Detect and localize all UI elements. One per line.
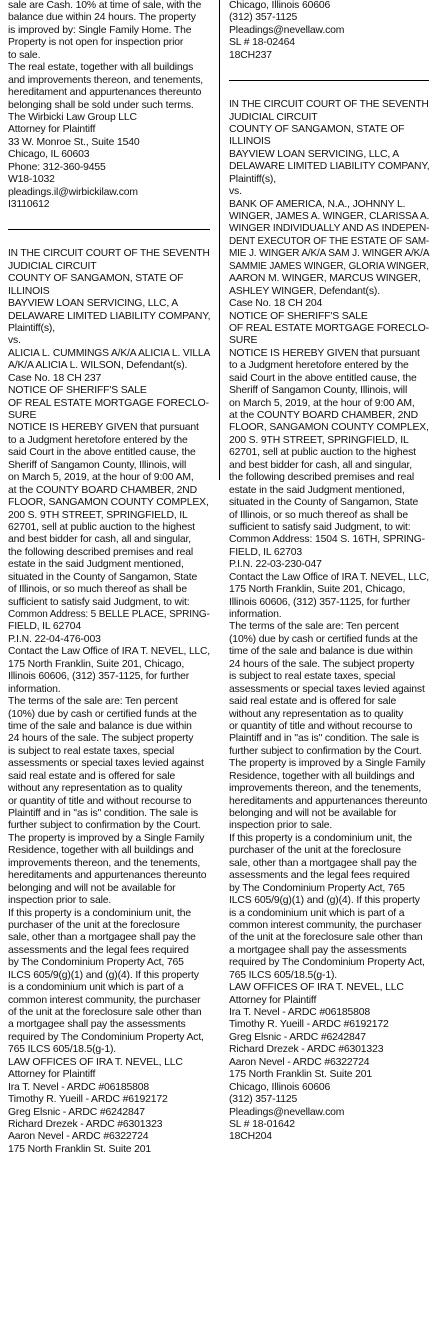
notice-text-line: (312) 357-1125 bbox=[229, 12, 298, 24]
notice-text-line: belonging and will not be available for bbox=[229, 808, 397, 819]
notice-text-line: Ira T. Nevel - ARDC #06185808 bbox=[8, 1081, 150, 1093]
notice-text-line: 18CH204 bbox=[229, 1131, 272, 1143]
notice-text-line: The terms of the sale are: Ten percent bbox=[8, 696, 178, 708]
notice-text-line: situated in the County of Sangamon, State bbox=[8, 571, 198, 583]
notice-text-line: 175 North Franklin St. Suite 201 bbox=[8, 1143, 152, 1155]
notice-text-line: LAW OFFICES OF IRA T. NEVEL, LLC bbox=[8, 1056, 183, 1068]
notice-text-line: FLOOR, SANGAMON COUNTY COMPLEX, bbox=[8, 497, 209, 509]
notice-text-line: to a Judgment heretofore entered by the bbox=[229, 360, 409, 372]
notice-text-line: assessments or special taxes levied against bbox=[229, 683, 425, 695]
notice-text-line: FLOOR, SANGAMON COUNTY COMPLEX, bbox=[229, 422, 429, 434]
notice-text-line: purchaser of the unit at the foreclosure bbox=[229, 845, 401, 857]
column-divider bbox=[219, 0, 220, 480]
notice-text-line: Case No. 18 CH 237 bbox=[8, 372, 102, 384]
notice-text-line: Contact the Law Office of IRA T. NEVEL, LLC, bbox=[8, 646, 210, 658]
notice-text-line: Illinois 60606, (312) 357-1125, for further bbox=[229, 596, 411, 608]
notice-text-line: a mortgagee shall pay the assessments bbox=[8, 1019, 186, 1031]
notice-text-line: is subject to real estate taxes, special bbox=[8, 745, 175, 757]
notice-text-line: BANK OF AMERICA, N.A., JOHNNY L. bbox=[229, 198, 406, 210]
notice-text-line: assessments and the legal fees required bbox=[229, 870, 410, 882]
notice-text-line: JUDICIAL CIRCUIT bbox=[229, 111, 318, 123]
notice-text-line: Plaintiff(s), bbox=[229, 173, 276, 185]
notice-text-line: information. bbox=[8, 683, 61, 695]
notice-text-line: ILCS 605/9(g)(1) and (g)(4). If this property bbox=[229, 895, 420, 907]
notice-text-line: estate in the said Judgment mentioned, bbox=[8, 559, 184, 571]
notice-text-line: without any representation as to quality bbox=[8, 783, 183, 795]
notice-text-line: 200 S. 9TH STREET, SPRINGFIELD, IL bbox=[8, 509, 188, 521]
notice-text-line: of the unit at the foreclosure sale other than bbox=[229, 932, 423, 944]
notice-text-line: of Illinois, or so much thereof as shall be bbox=[229, 509, 408, 521]
notice-text-line: the following described premises and real bbox=[229, 472, 415, 484]
notice-text-line: COUNTY OF SANGAMON, STATE OF bbox=[8, 273, 184, 285]
notice-text-line: (10%) due by cash or certified funds at the bbox=[229, 633, 418, 645]
notice-text-line: to sale. bbox=[8, 49, 41, 61]
notice-text-line: Residence, together with all buildings and bbox=[8, 845, 194, 857]
notice-text-line: If this property is a condominium unit, the bbox=[8, 907, 191, 919]
notice-text-line: 765 ILCS 605/18.5(g-1). bbox=[229, 969, 338, 981]
notice-text-line: The property is improved by a Single Family bbox=[229, 758, 426, 770]
notice-text-line: by The Condominium Property Act, 765 bbox=[229, 882, 405, 894]
notice-text-line: Timothy R. Yueill - ARDC #6192172 bbox=[229, 1019, 389, 1031]
notice-text-line: BAYVIEW LOAN SERVICING, LLC, A bbox=[8, 298, 179, 310]
notice-text-line: a mortgagee shall pay the assessments bbox=[229, 944, 407, 956]
notice-text-line: and improvements thereon, and tenements, bbox=[8, 74, 204, 86]
notice-text-line: belonging shall be sold under such terms. bbox=[8, 99, 194, 111]
notice-text-line: The real estate, together with all buildings bbox=[8, 62, 194, 74]
notice-text-line: FIELD, IL 62704 bbox=[8, 621, 82, 633]
notice-text-line: SAMMIE JAMES WINGER, GLORIA WINGER, bbox=[229, 260, 429, 272]
right-column bbox=[229, 0, 429, 1144]
notice-text-line: 33 W. Monroe St., Suite 1540 bbox=[8, 136, 140, 148]
notice-text-line: or quantity of title and without recourse to bbox=[229, 720, 413, 732]
notice-text-line: Attorney for Plaintiff bbox=[8, 124, 96, 136]
notice-text-line: sufficient to satisfy said Judgment, to wit: bbox=[229, 521, 411, 533]
notice-text-line: inspection prior to sale. bbox=[8, 895, 112, 907]
notice-text-line: hereditaments and appurtenances thereunto bbox=[229, 795, 428, 807]
notice-text-line: to a Judgment heretofore entered by the bbox=[8, 434, 188, 446]
notice-text-line: assessments or special taxes levied against bbox=[8, 758, 204, 770]
notice-text-line: The terms of the sale are: Ten percent bbox=[229, 621, 399, 633]
notice-text-line: Contact the Law Office of IRA T. NEVEL, LLC, bbox=[229, 571, 429, 583]
notice-text-line: NOTICE OF SHERIFF'S SALE bbox=[229, 310, 368, 322]
notice-text-line: DELAWARE LIMITED LIABILITY COMPANY, bbox=[8, 310, 210, 322]
notice-text-line: sale are Cash. 10% at time of sale, with the bbox=[8, 0, 202, 11]
notice-text-line: of the unit at the foreclosure sale other than bbox=[8, 1007, 202, 1018]
notice-text-line: on March 5, 2019, at the hour of 9:00 AM, bbox=[8, 472, 194, 484]
notice-text-line: P.I.N. 22-03-230-047 bbox=[229, 559, 322, 571]
notice-text-line: inspection prior to sale. bbox=[229, 820, 333, 832]
notice-text-line: SL # 18-01642 bbox=[229, 1118, 295, 1130]
notice-text-line: Property is not open for inspection prior bbox=[8, 37, 184, 49]
blank-line bbox=[229, 87, 429, 99]
notice-text-line: WINGER INDIVIDUALLY AND AS INDEPEN- bbox=[229, 223, 430, 235]
notice-text-line: or quantity of title and without recourse to bbox=[8, 795, 192, 807]
notice-text-line: DENT EXECUTOR OF THE ESTATE OF SAM- bbox=[229, 235, 430, 247]
notice-text-line: ILLINOIS bbox=[8, 285, 50, 297]
notice-text-line: improvements thereon, and the tenements, bbox=[229, 783, 422, 795]
notice-text-line: hereditament and appurtenances thereunto bbox=[8, 87, 202, 99]
notice-text-line: Plaintiff(s), bbox=[8, 322, 55, 334]
notice-text-line: ALICIA L. CUMMINGS A/K/A ALICIA L. VILLA bbox=[8, 347, 211, 359]
notice-text-line: NOTICE IS HEREBY GIVEN that pursuant bbox=[8, 422, 199, 434]
notice-text-line: Attorney for Plaintiff bbox=[229, 994, 317, 1006]
notice-text-line: Richard Drezek - ARDC #6301323 bbox=[229, 1044, 384, 1056]
notice-text-line: Sheriff of Sangamon County, Illinois, will bbox=[8, 459, 187, 471]
notice-text-line: is a condominium unit which is part of a bbox=[229, 907, 405, 919]
notice-text-line: DELAWARE LIMITED LIABILITY COMPANY, bbox=[229, 161, 430, 173]
blank-line bbox=[229, 62, 429, 74]
notice-text-line: is improved by: Single Family Home. The bbox=[8, 24, 192, 36]
notice-text-line: I3110612 bbox=[8, 199, 50, 210]
notice-text-line: required by The Condominium Property Act, bbox=[8, 1031, 204, 1043]
notice-text-line: SL # 18-02464 bbox=[229, 37, 295, 49]
notice-text-line: OF REAL ESTATE MORTGAGE FORECLO- bbox=[229, 322, 429, 334]
notice-text-line: said real estate and is offered for sale bbox=[8, 770, 176, 782]
notice-text-line: without any representation as to quality bbox=[229, 708, 404, 720]
notice-text-line: NOTICE OF SHERIFF'S SALE bbox=[8, 385, 147, 397]
notice-text-line: common interest community, the purchaser bbox=[229, 919, 422, 931]
notice-text-line: The Wirbicki Law Group LLC bbox=[8, 111, 137, 123]
notice-text-line: said Court in the above entitled cause, the bbox=[8, 447, 196, 459]
notice-text-line: Timothy R. Yueill - ARDC #6192172 bbox=[8, 1094, 168, 1106]
notice-text-line: by The Condominium Property Act, 765 bbox=[8, 957, 184, 969]
notice-text-line: at the COUNTY BOARD CHAMBER, 2ND bbox=[8, 484, 198, 496]
notice-text-line: SURE bbox=[229, 335, 258, 347]
notice-separator-rule bbox=[229, 80, 429, 81]
notice-text-line: vs. bbox=[8, 335, 21, 347]
notice-text-line: FIELD, IL 62703 bbox=[229, 546, 303, 558]
notice-text-line: estate in the said Judgment mentioned, bbox=[229, 484, 405, 496]
notice-text-line: WINGER, JAMES A. WINGER, CLARISSA A. bbox=[229, 211, 430, 222]
notice-text-line: 200 S. 9TH STREET, SPRINGFIELD, IL bbox=[229, 434, 409, 446]
notice-text-line: Plaintiff and in "as is" condition. The sale is bbox=[229, 733, 419, 745]
notice-text-line: situated in the County of Sangamon, State bbox=[229, 497, 419, 509]
blank-line bbox=[8, 236, 210, 248]
notice-text-line: Attorney for Plaintiff bbox=[8, 1069, 96, 1081]
notice-text-line: vs. bbox=[229, 186, 242, 198]
left-column bbox=[8, 0, 210, 1156]
notice-text-line: is a condominium unit which is part of a bbox=[8, 982, 184, 994]
notice-text-line: Chicago, IL 60603 bbox=[8, 149, 90, 161]
notice-text-line: (312) 357-1125 bbox=[229, 1094, 298, 1106]
notice-text-line: on March 5, 2019, at the hour of 9:00 AM, bbox=[229, 397, 415, 409]
notice-text-line: Ira T. Nevel - ARDC #06185808 bbox=[229, 1007, 371, 1018]
notice-text-line: Greg Elsnic - ARDC #6242847 bbox=[229, 1031, 366, 1043]
notice-separator-rule bbox=[8, 229, 210, 230]
notice-text-line: Sheriff of Sangamon County, Illinois, will bbox=[229, 385, 408, 397]
notice-text-line: 18CH237 bbox=[229, 49, 272, 61]
notice-text-line: 62701, sell at public auction to the highest bbox=[8, 521, 195, 533]
notice-text-line: Common Address: 1504 S. 16TH, SPRING- bbox=[229, 534, 425, 546]
notice-text-line: Pleadings@nevellaw.com bbox=[229, 24, 345, 36]
notice-text-line: A/K/A ALICIA L. WILSON, Defendant(s). bbox=[8, 360, 188, 372]
notice-text-line: said Court in the above entitled cause, the bbox=[229, 372, 417, 384]
notice-text-line: 175 North Franklin, Suite 201, Chicago, bbox=[229, 584, 406, 596]
notice-text-line: sale, other than a mortgagee shall pay the bbox=[229, 857, 417, 869]
notice-text-line: the following described premises and real bbox=[8, 546, 194, 558]
notice-text-line: further subject to confirmation by the Court. bbox=[229, 745, 422, 757]
notice-text-line: 24 hours of the sale. The subject property bbox=[229, 658, 415, 670]
notice-text-line: of Illinois, or so much thereof as shall be bbox=[8, 584, 187, 596]
notice-text-line: COUNTY OF SANGAMON, STATE OF bbox=[229, 123, 405, 135]
notice-text-line: AARON M. WINGER, MARCUS WINGER, bbox=[229, 273, 421, 285]
notice-text-line: Greg Elsnic - ARDC #6242847 bbox=[8, 1106, 145, 1118]
notice-text-line: belonging and will not be available for bbox=[8, 882, 176, 894]
notice-text-line: BAYVIEW LOAN SERVICING, LLC, A bbox=[229, 148, 400, 160]
notice-text-line: hereditaments and appurtenances thereunto bbox=[8, 870, 207, 882]
notice-text-line: at the COUNTY BOARD CHAMBER, 2ND bbox=[229, 410, 419, 421]
notice-text-line: Pleadings@nevellaw.com bbox=[229, 1106, 345, 1118]
notice-text-line: purchaser of the unit at the foreclosure bbox=[8, 919, 180, 931]
notice-text-line: assessments and the legal fees required bbox=[8, 944, 189, 956]
notice-text-line: Residence, together with all buildings and bbox=[229, 770, 415, 782]
notice-text-line: sufficient to satisfy said Judgment, to wit: bbox=[8, 596, 190, 608]
notice-text-line: said real estate and is offered for sale bbox=[229, 696, 397, 708]
notice-text-line: 175 North Franklin St. Suite 201 bbox=[229, 1069, 373, 1081]
notice-text-line: Common Address: 5 BELLE PLACE, SPRING- bbox=[8, 609, 210, 620]
notice-text-line: ASHLEY WINGER, Defendant(s). bbox=[229, 285, 380, 297]
notice-text-line: 62701, sell at public auction to the highest bbox=[229, 447, 416, 459]
notice-text-line: time of the sale and balance is due within bbox=[8, 720, 192, 732]
notice-text-line: LAW OFFICES OF IRA T. NEVEL, LLC bbox=[229, 982, 404, 994]
notice-text-line: balance due within 24 hours. The property bbox=[8, 12, 196, 24]
notice-text-line: Case No. 18 CH 204 bbox=[229, 298, 323, 310]
notice-text-line: pleadings.il@wirbickilaw.com bbox=[8, 186, 138, 198]
notice-text-line: NOTICE IS HEREBY GIVEN that pursuant bbox=[229, 347, 420, 359]
notice-text-line: further subject to confirmation by the Court. bbox=[8, 820, 201, 832]
notice-text-line: 24 hours of the sale. The subject property bbox=[8, 733, 194, 745]
notice-text-line: MIE J. WINGER A/K/A SAM J. WINGER A/K/A bbox=[229, 248, 430, 260]
notice-text-line: Plaintiff and in "as is" condition. The sale is bbox=[8, 808, 198, 819]
notice-text-line: W18-1032 bbox=[8, 174, 55, 186]
notice-text-line: (10%) due by cash or certified funds at the bbox=[8, 708, 197, 720]
notice-text-line: and best bidder for cash, all and singular, bbox=[8, 534, 192, 546]
notice-text-line: Aaron Nevel - ARDC #6322724 bbox=[229, 1056, 370, 1068]
notice-text-line: Chicago, Illinois 60606 bbox=[229, 1081, 331, 1093]
notice-text-line: improvements thereon, and the tenements, bbox=[8, 857, 201, 869]
notice-text-line: IN THE CIRCUIT COURT OF THE SEVENTH bbox=[8, 248, 210, 260]
notice-text-line: Illinois 60606, (312) 357-1125, for further bbox=[8, 671, 190, 683]
notice-text-line: time of the sale and balance is due within bbox=[229, 646, 413, 658]
notice-text-line: If this property is a condominium unit, the bbox=[229, 832, 412, 844]
blank-line bbox=[8, 211, 210, 223]
notice-text-line: common interest community, the purchaser bbox=[8, 994, 201, 1006]
notice-text-line: Richard Drezek - ARDC #6301323 bbox=[8, 1118, 163, 1130]
notice-text-line: required by The Condominium Property Act, bbox=[229, 957, 425, 969]
notice-text-line: ILCS 605/9(g)(1) and (g)(4). If this property bbox=[8, 969, 199, 981]
notice-text-line: JUDICIAL CIRCUIT bbox=[8, 260, 97, 272]
notice-text-line: Aaron Nevel - ARDC #6322724 bbox=[8, 1131, 149, 1143]
notice-text-line: IN THE CIRCUIT COURT OF THE SEVENTH bbox=[229, 99, 429, 111]
notice-text-line: OF REAL ESTATE MORTGAGE FORECLO- bbox=[8, 397, 209, 409]
notice-text-line: SURE bbox=[8, 410, 37, 421]
notice-text-line: P.I.N. 22-04-476-003 bbox=[8, 633, 101, 645]
notice-text-line: ILLINOIS bbox=[229, 136, 271, 148]
notice-text-line: sale, other than a mortgagee shall pay the bbox=[8, 932, 196, 944]
notice-text-line: The property is improved by a Single Family bbox=[8, 832, 205, 844]
notice-text-line: 175 North Franklin, Suite 201, Chicago, bbox=[8, 658, 185, 670]
notice-text-line: Chicago, Illinois 60606 bbox=[229, 0, 331, 11]
notice-text-line: Phone: 312-360-9455 bbox=[8, 161, 106, 173]
notice-text-line: information. bbox=[229, 609, 282, 620]
notice-text-line: 765 ILCS 605/18.5(g-1). bbox=[8, 1044, 117, 1056]
notice-text-line: is subject to real estate taxes, special bbox=[229, 671, 396, 683]
notice-text-line: and best bidder for cash, all and singular, bbox=[229, 459, 413, 471]
